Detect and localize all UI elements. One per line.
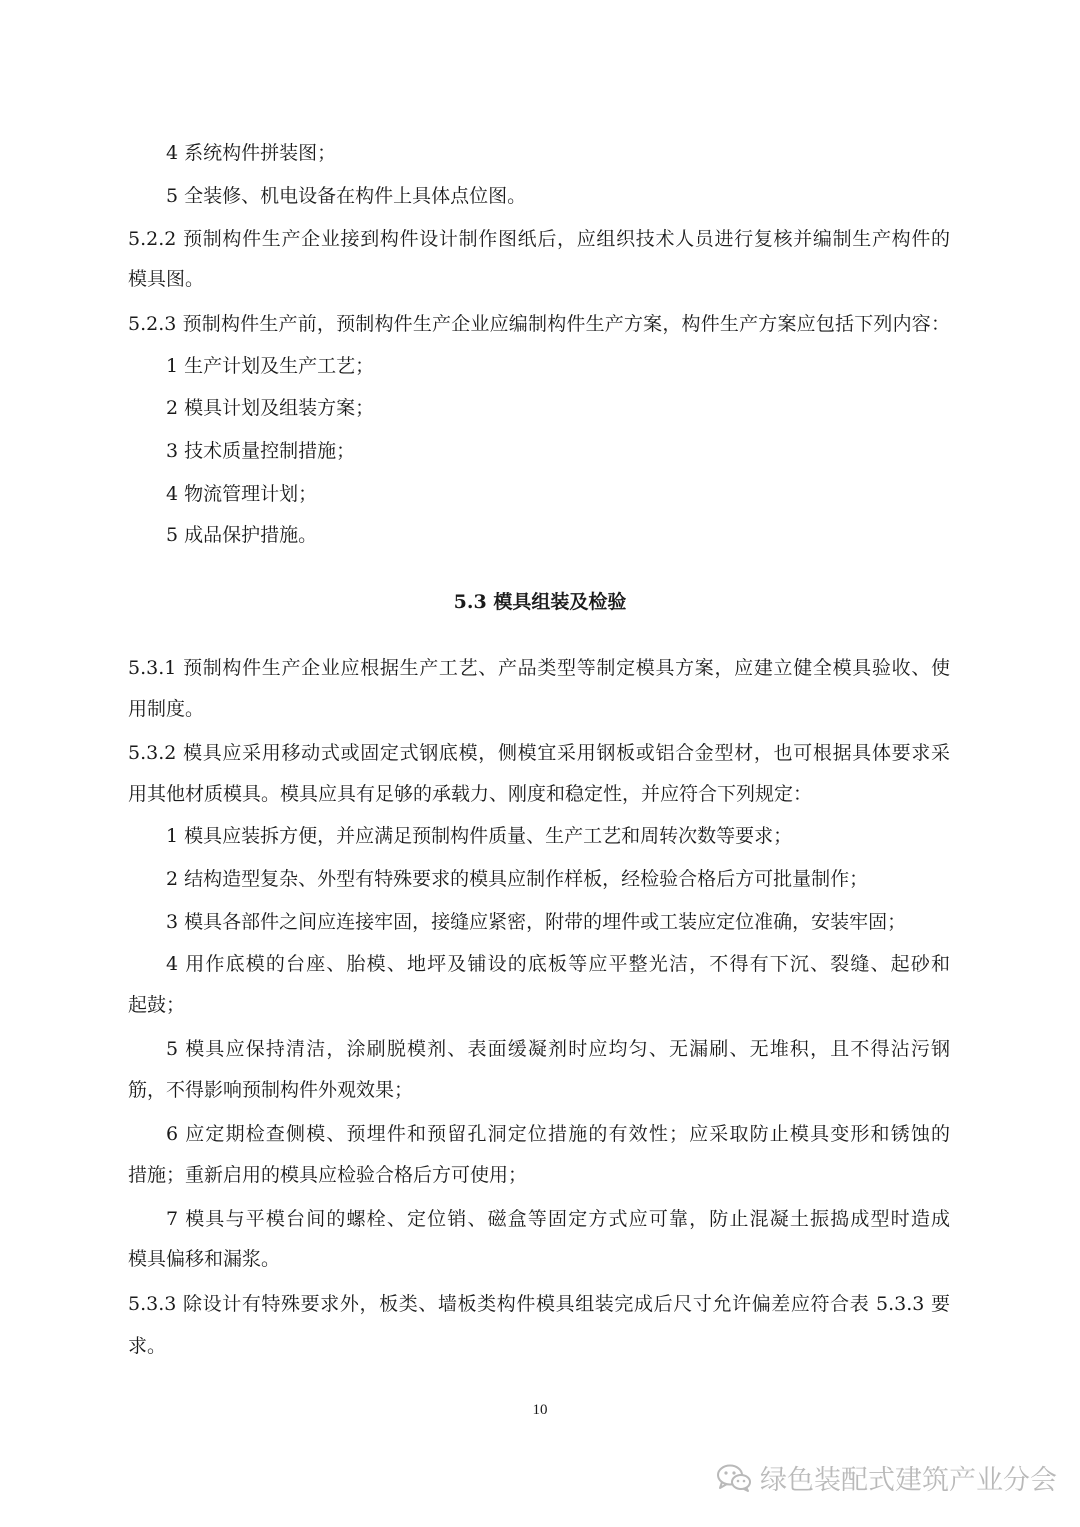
clause-continuation: 用制度。: [128, 698, 205, 720]
list-item: 4 物流管理计划；: [166, 483, 318, 505]
watermark: [716, 1458, 1057, 1497]
list-item: 4 系统构件拼装图；: [166, 142, 337, 164]
list-item: 1 生产计划及生产工艺；: [166, 355, 375, 377]
page-number: 10: [532, 1402, 548, 1418]
section-heading: 5.3 模具组装及检验: [453, 591, 627, 613]
list-item: 5 成品保护措施。: [166, 524, 318, 546]
list-item: 2 结构造型复杂、外型有特殊要求的模具应制作样板，经检验合格后方可批量制作；: [166, 868, 869, 890]
watermark-text: 绿色装配式建筑产业分会: [760, 1465, 1057, 1496]
list-item: 4 用作底模的台座、胎模、地坪及铺设的底板等应平整光洁，不得有下沉、裂缝、起砂和: [166, 953, 950, 975]
clause-continuation: 模具图。: [128, 268, 205, 290]
clause-5-2-3: 5.2.3 预制构件生产前，预制构件生产企业应编制构件生产方案，构件生产方案应包括下列内容：: [128, 313, 950, 335]
list-item-continuation: 起鼓；: [128, 994, 186, 1016]
clause-5-3-2: 5.3.2 模具应采用移动式或固定式钢底模，侧模宜采用钢板或铝合金型材，也可根据具体要求采: [128, 742, 950, 764]
clause-5-3-3: 5.3.3 除设计有特殊要求外，板类、墙板类构件模具组装完成后尺寸允许偏差应符合表 5.3.3 要: [128, 1293, 950, 1315]
list-item: 3 技术质量控制措施；: [166, 440, 356, 462]
list-item: 3 模具各部件之间应连接牢固，接缝应紧密，附带的埋件或工装应定位准确，安装牢固；: [166, 911, 907, 933]
list-item: 1 模具应装拆方便，并应满足预制构件质量、生产工艺和周转次数等要求；: [166, 825, 793, 847]
wechat-icon: [716, 1463, 752, 1493]
list-item: 7 模具与平模台间的螺栓、定位销、磁盒等固定方式应可靠，防止混凝土振捣成型时造成: [166, 1208, 950, 1230]
clause-5-2-2: 5.2.2 预制构件生产企业接到构件设计制作图纸后，应组织技术人员进行复核并编制生产构件的: [128, 228, 950, 250]
list-item-continuation: 措施；重新启用的模具应检验合格后方可使用；: [128, 1164, 528, 1186]
list-item: 2 模具计划及组装方案；: [166, 397, 375, 419]
list-item: 5 模具应保持清洁，涂刷脱模剂、表面缓凝剂时应均匀、无漏刷、无堆积，且不得沾污钢: [166, 1038, 950, 1060]
list-item-continuation: 筋，不得影响预制构件外观效果；: [128, 1079, 414, 1101]
clause-continuation: 求。: [128, 1335, 167, 1357]
list-item-continuation: 模具偏移和漏浆。: [128, 1248, 281, 1270]
clause-continuation: 用其他材质模具。模具应具有足够的承载力、刚度和稳定性，并应符合下列规定：: [128, 783, 813, 805]
clause-5-3-1: 5.3.1 预制构件生产企业应根据生产工艺、产品类型等制定模具方案，应建立健全模具验收、使: [128, 657, 950, 679]
list-item: 5 全装修、机电设备在构件上具体点位图。: [166, 185, 527, 207]
list-item: 6 应定期检查侧模、预埋件和预留孔洞定位措施的有效性；应采取防止模具变形和锈蚀的: [166, 1123, 950, 1145]
